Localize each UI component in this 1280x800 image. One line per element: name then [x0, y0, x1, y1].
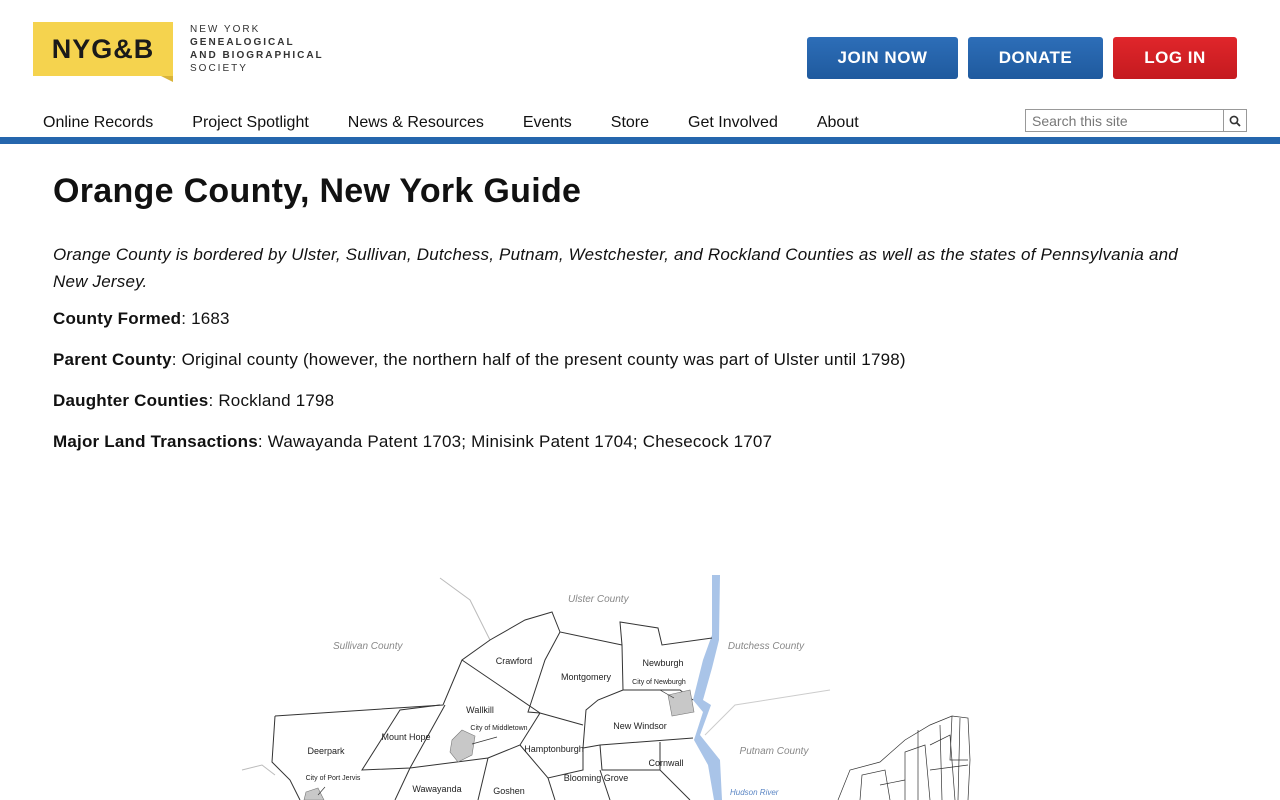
nav-events[interactable]: Events: [522, 114, 572, 131]
map-label-hamptonburgh: Hamptonburgh: [524, 744, 584, 754]
map-label-montgomery: Montgomery: [560, 672, 612, 682]
map-label-cornwall: Cornwall: [648, 758, 684, 768]
map-label-new-windsor: New Windsor: [613, 721, 667, 731]
search-button[interactable]: [1223, 110, 1246, 131]
intro-text: Orange County is bordered by Ulster, Sullivan, Dutchess, Putnam, Westchester, and Rockland Counties as well as the states of Pennsylvania and New Jersey.: [53, 245, 1178, 291]
site-search: [1025, 109, 1247, 132]
fact-land-transactions: [53, 430, 1213, 454]
map-label-blooming-grove: Blooming Grove: [563, 773, 629, 783]
logo-line: GENEALOGICAL: [190, 37, 295, 48]
search-icon: [1229, 115, 1241, 127]
county-map: [230, 572, 990, 800]
donate-button[interactable]: DONATE: [968, 37, 1103, 79]
map-label-city-newburgh: City of Newburgh: [632, 679, 686, 686]
logo-line: SOCIETY: [190, 63, 248, 74]
nav-divider-bar: [0, 137, 1280, 144]
map-label-putnam-text: Putnam County: [739, 746, 809, 757]
fact-label: Parent County: [53, 350, 172, 369]
map-label-deerpark: Deerpark: [307, 746, 345, 756]
map-label-goshen: Goshen: [493, 786, 525, 796]
fact-value: : Wawayanda Patent 1703; Minisink Patent 1704; Chesecock 1707: [257, 432, 773, 451]
page-title: Orange County, New York Guide: [53, 172, 582, 210]
hudson-river: [693, 575, 722, 800]
fact-value: : Original county (however, the northern half of the present county was part of Ulster until 1798): [171, 350, 906, 369]
login-button[interactable]: LOG IN: [1113, 37, 1237, 79]
map-label-wallkill: Wallkill: [466, 705, 494, 715]
map-label-dutchess: [728, 641, 805, 652]
map-label-hudson: Hudson River: [730, 788, 779, 797]
city-middletown-area: [450, 730, 475, 762]
map-label-dutchess-text: Dutchess County: [727, 641, 805, 652]
fact-label: Major Land Transactions: [53, 432, 258, 451]
fact-daughter-counties: [53, 389, 1213, 413]
map-label-mount-hope: Mount Hope: [381, 732, 431, 742]
map-label-ulster: Ulster County: [568, 594, 629, 605]
main-nav: [43, 114, 898, 132]
ny-state-inset: [838, 716, 970, 800]
city-port-jervis-area: [304, 788, 324, 800]
nav-news-resources[interactable]: News & Resources: [347, 114, 484, 131]
map-label-putnam: [740, 746, 810, 757]
map-label-city-middletown: City of Middletown: [470, 725, 528, 732]
map-label-city-port-jervis: City of Port Jervis: [305, 775, 361, 782]
map-label-newburgh: Newburgh: [642, 658, 684, 668]
fact-value: : 1683: [181, 309, 230, 328]
map-label-sullivan: Sullivan County: [333, 641, 403, 652]
logo-line: NEW YORK: [190, 24, 261, 35]
fact-label: County Formed: [53, 309, 182, 328]
nav-get-involved[interactable]: Get Involved: [688, 114, 778, 131]
fact-parent-county: [53, 348, 1213, 372]
logo-mark: NYG&B: [33, 22, 173, 76]
nav-project-spotlight[interactable]: Project Spotlight: [192, 114, 309, 131]
map-label-crawford: Crawford: [495, 656, 533, 666]
city-newburgh-area: [668, 690, 694, 716]
fact-value: : Rockland 1798: [208, 391, 335, 410]
main-content: [53, 172, 1213, 471]
site-logo[interactable]: [33, 22, 324, 76]
map-label-wawayanda: Wawayanda: [412, 784, 462, 794]
search-input[interactable]: [1026, 110, 1223, 131]
nav-online-records[interactable]: Online Records: [43, 114, 154, 131]
logo-line: AND BIOGRAPHICAL: [190, 50, 324, 61]
join-now-button[interactable]: JOIN NOW: [807, 37, 958, 79]
fact-county-formed: [53, 307, 1213, 331]
nav-store[interactable]: Store: [610, 114, 650, 131]
nav-about[interactable]: About: [816, 114, 859, 131]
fact-label: Daughter Counties: [53, 391, 209, 410]
logo-text: [190, 23, 324, 75]
